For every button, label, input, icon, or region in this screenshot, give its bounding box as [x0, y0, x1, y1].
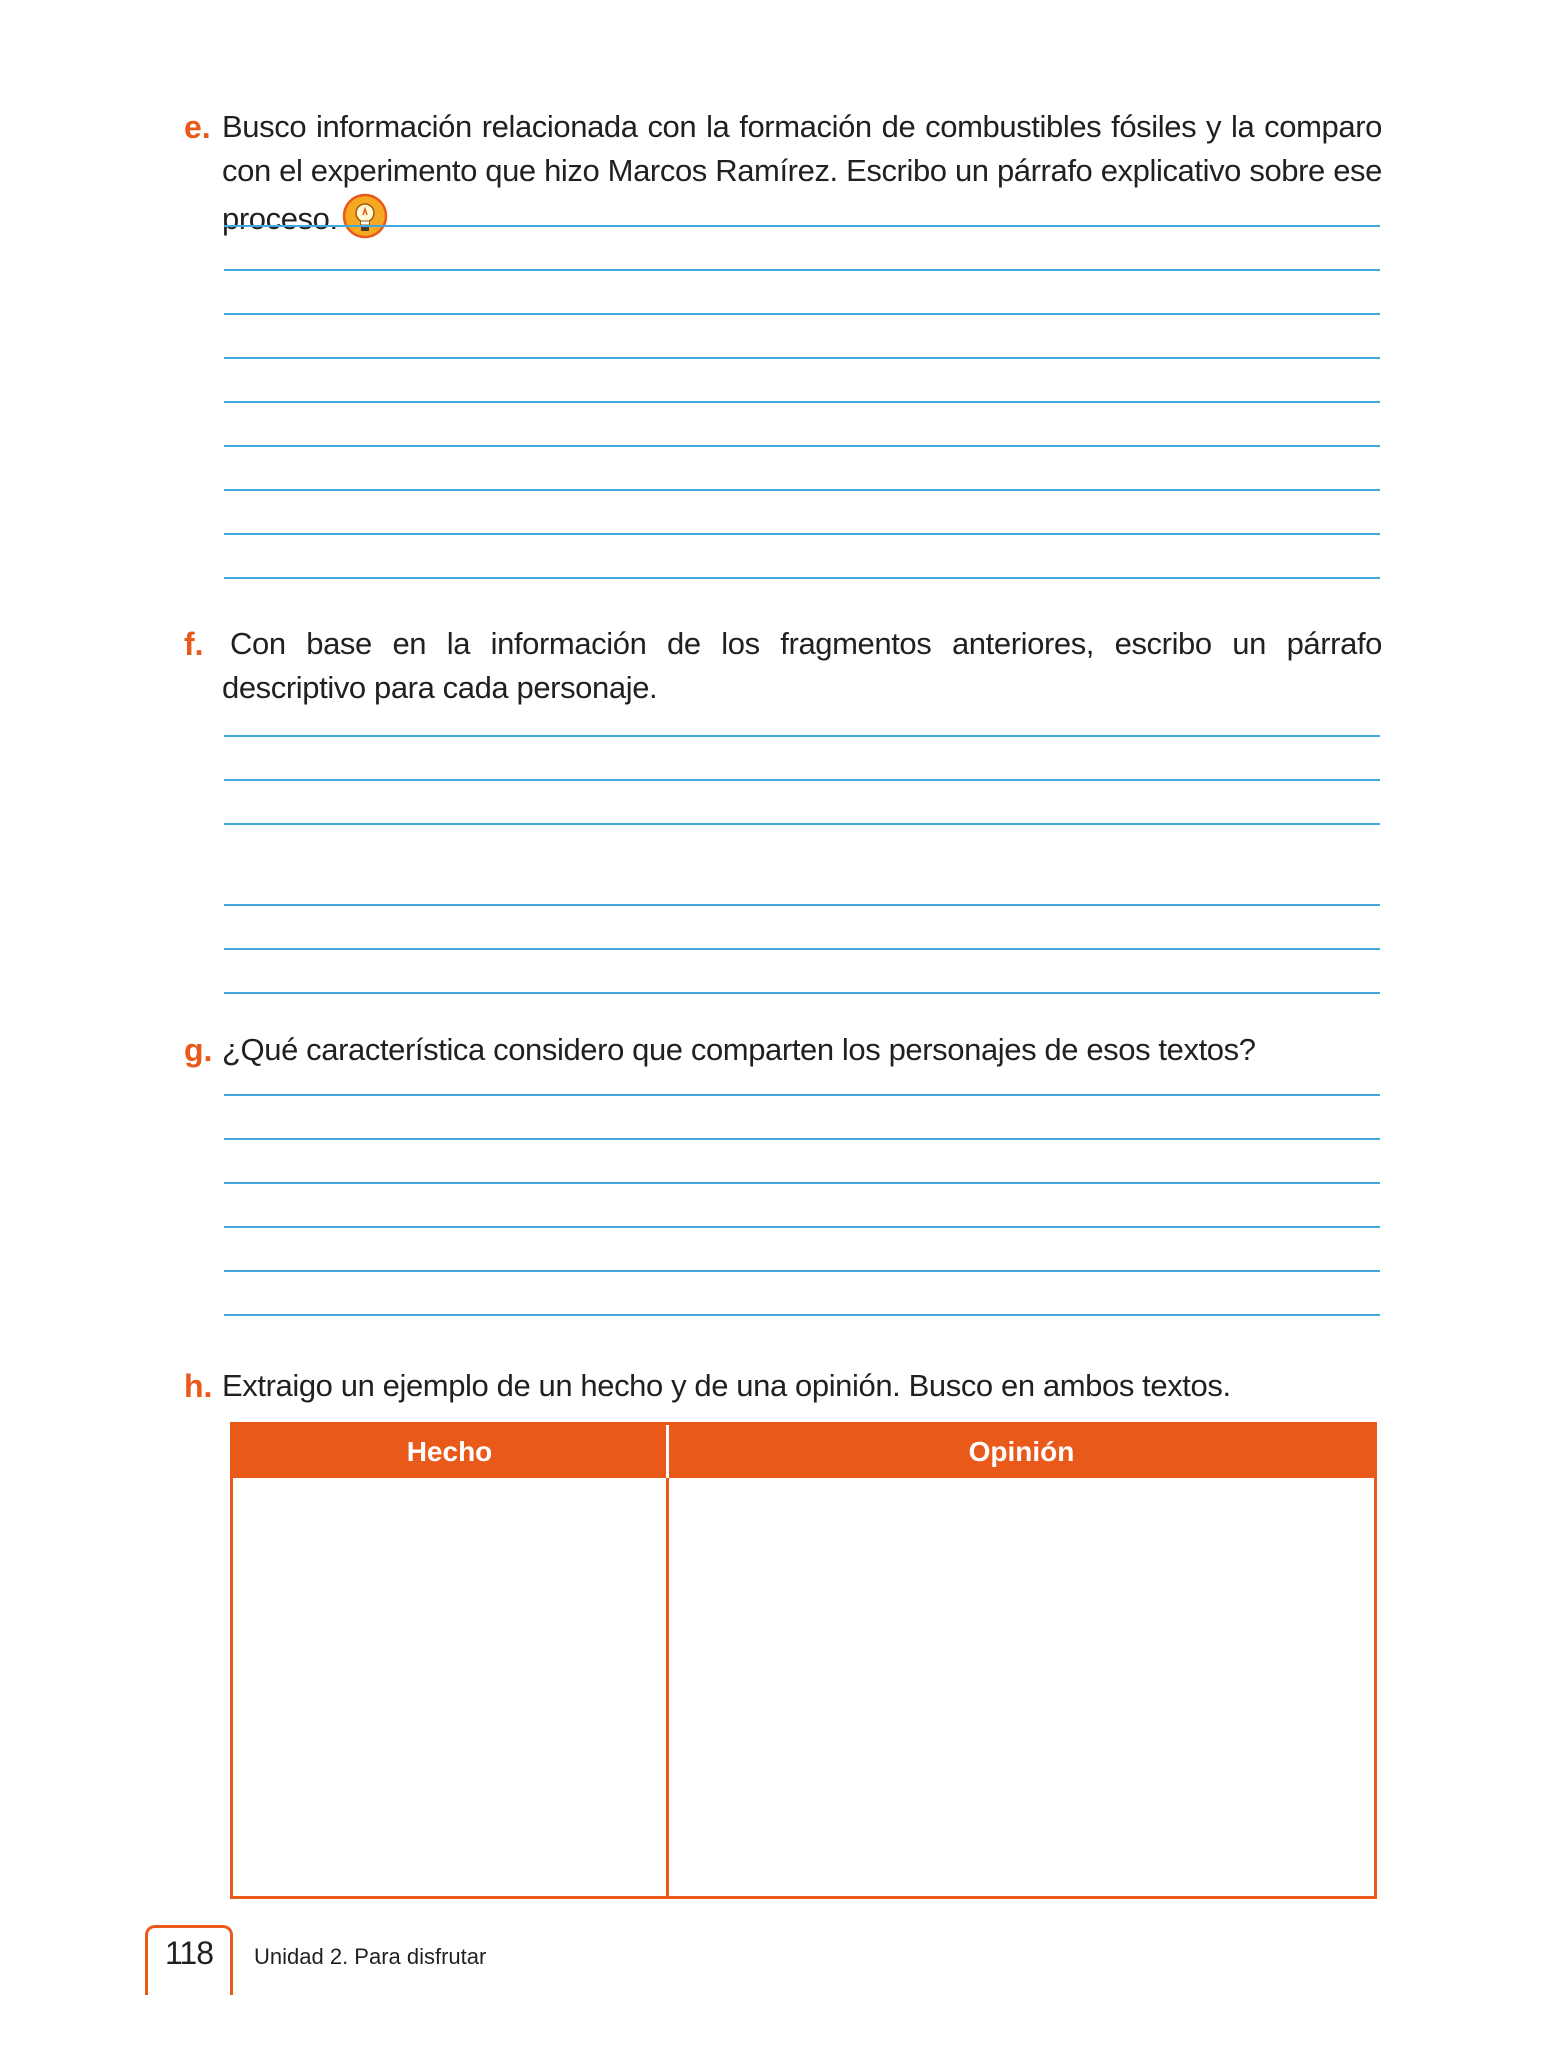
unit-label: Unidad 2. Para disfrutar — [254, 1944, 487, 1969]
question-letter-e: e. — [184, 109, 211, 145]
answer-line[interactable] — [224, 225, 1380, 227]
question-letter-h: h. — [184, 1368, 213, 1404]
answer-line[interactable] — [224, 401, 1380, 403]
answer-line[interactable] — [224, 1226, 1380, 1228]
answer-line[interactable] — [224, 357, 1380, 359]
question-e-prompt: Busco información relacionada con la formación de combustibles fósiles y la comparo con el experimento que hizo Marcos Ramírez. Escribo un párrafo explicativo sobre ese proceso. — [222, 109, 1382, 236]
table-cell-hecho[interactable] — [233, 1478, 666, 1896]
answer-line[interactable] — [224, 489, 1380, 491]
answer-line[interactable] — [224, 1182, 1380, 1184]
answer-line[interactable] — [224, 269, 1380, 271]
question-text-e — [222, 105, 1382, 241]
lightbulb-icon — [342, 193, 388, 239]
table-header-hecho: Hecho — [233, 1425, 669, 1478]
page-number: 118 — [164, 1935, 213, 1971]
answer-line[interactable] — [224, 1138, 1380, 1140]
answer-line[interactable] — [224, 779, 1380, 781]
answer-line[interactable] — [224, 445, 1380, 447]
answer-line[interactable] — [224, 577, 1380, 579]
question-text-g: ¿Qué característica considero que comparten los personajes de esos textos? — [222, 1032, 1256, 1067]
answer-line[interactable] — [224, 1094, 1380, 1096]
table-cell-opinion[interactable] — [669, 1478, 1374, 1896]
answer-line[interactable] — [224, 904, 1380, 906]
fact-opinion-table — [230, 1422, 1377, 1899]
table-header-opinion: Opinión — [968, 1436, 1075, 1467]
table-header-row — [233, 1425, 1374, 1478]
answer-line[interactable] — [224, 1314, 1380, 1316]
answer-line[interactable] — [224, 313, 1380, 315]
answer-line[interactable] — [224, 948, 1380, 950]
answer-line[interactable] — [224, 992, 1380, 994]
answer-line[interactable] — [224, 1270, 1380, 1272]
question-letter-f: f. — [184, 626, 204, 662]
question-text-h: Extraigo un ejemplo de un hecho y de una opinión. Busco en ambos textos. — [222, 1368, 1231, 1403]
question-letter-g: g. — [184, 1032, 213, 1068]
question-text-f: Con base en la información de los fragmentos anteriores, escribo un párrafo descriptivo para cada personaje. — [222, 626, 1382, 705]
answer-line[interactable] — [224, 533, 1380, 535]
answer-line[interactable] — [224, 823, 1380, 825]
answer-line[interactable] — [224, 735, 1380, 737]
